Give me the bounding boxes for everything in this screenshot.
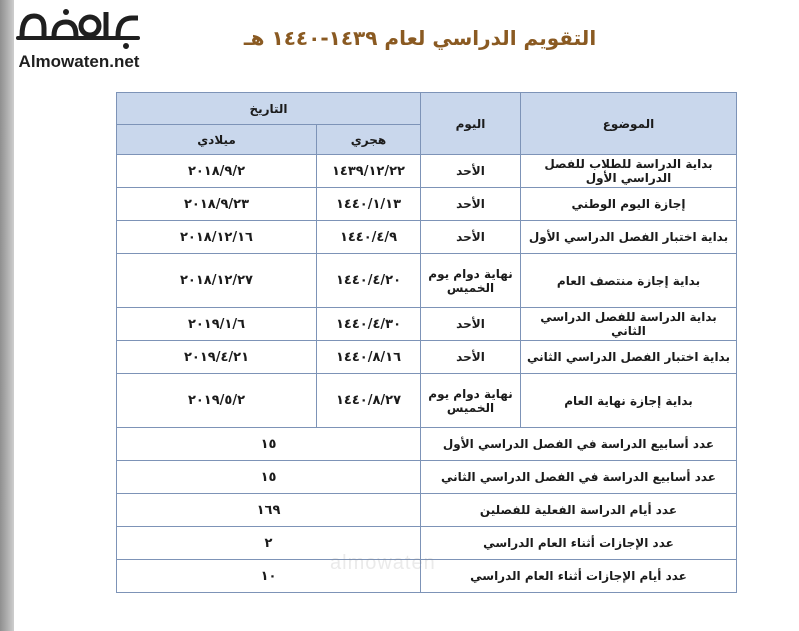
row-hijri-date: ١٤٤٠/٨/١٦ — [317, 341, 421, 374]
row-hijri-date: ١٤٤٠/٨/٢٧ — [317, 374, 421, 428]
calendar-sheet — [117, 92, 737, 593]
summary-label: عدد أيام الدراسة الفعلية للفصلين — [421, 494, 737, 527]
row-subject: بداية الدراسة للطلاب للفصل الدراسي الأول — [521, 155, 737, 188]
row-subject: بداية إجازة نهاية العام — [521, 374, 737, 428]
row-gregorian-date: ٢٠١٩/٤/٢١ — [117, 341, 317, 374]
row-gregorian-date: ٢٠١٨/٩/٢٣ — [117, 188, 317, 221]
summary-value: ٢ — [117, 527, 421, 560]
summary-row — [117, 428, 737, 461]
summary-row — [117, 461, 737, 494]
header-subject: الموضوع — [521, 93, 737, 155]
watermark: almowaten — [330, 552, 436, 574]
row-hijri-date: ١٤٤٠/٤/٣٠ — [317, 308, 421, 341]
header-gregorian: ميلادي — [117, 125, 317, 155]
table-row — [117, 341, 737, 374]
row-gregorian-date: ٢٠١٩/١/٦ — [117, 308, 317, 341]
row-subject: بداية إجازة منتصف العام — [521, 254, 737, 308]
header-date: التاريخ — [117, 93, 421, 125]
row-subject: إجازة اليوم الوطني — [521, 188, 737, 221]
summary-value: ١٠ — [117, 560, 421, 593]
header-hijri: هجري — [317, 125, 421, 155]
row-day: الأحد — [421, 188, 521, 221]
row-day: نهاية دوام يوم الخميس — [421, 254, 521, 308]
summary-label: عدد أيام الإجازات أثناء العام الدراسي — [421, 560, 737, 593]
row-subject: بداية الدراسة للفصل الدراسي الثاني — [521, 308, 737, 341]
row-day: الأحد — [421, 341, 521, 374]
summary-label: عدد أسابيع الدراسة في الفصل الدراسي الثاني — [421, 461, 737, 494]
row-hijri-date: ١٤٣٩/١٢/٢٢ — [317, 155, 421, 188]
table-row — [117, 155, 737, 188]
left-edge-bar — [0, 0, 14, 631]
row-day: الأحد — [421, 221, 521, 254]
header-day: اليوم — [421, 93, 521, 155]
row-gregorian-date: ٢٠١٨/٩/٢ — [117, 155, 317, 188]
row-subject: بداية اختبار الفصل الدراسي الثاني — [521, 341, 737, 374]
logo-text: Almowaten.net — [18, 52, 140, 71]
row-day: نهاية دوام يوم الخميس — [421, 374, 521, 428]
summary-value: ١٥ — [117, 461, 421, 494]
table-row — [117, 221, 737, 254]
summary-label: عدد أسابيع الدراسة في الفصل الدراسي الأول — [421, 428, 737, 461]
summary-value: ١٥ — [117, 428, 421, 461]
row-hijri-date: ١٤٤٠/٤/٩ — [317, 221, 421, 254]
table-row — [117, 374, 737, 428]
row-gregorian-date: ٢٠١٨/١٢/١٦ — [117, 221, 317, 254]
row-gregorian-date: ٢٠١٨/١٢/٢٧ — [117, 254, 317, 308]
summary-value: ١٦٩ — [117, 494, 421, 527]
row-gregorian-date: ٢٠١٩/٥/٢ — [117, 374, 317, 428]
table-row — [117, 308, 737, 341]
summary-label: عدد الإجازات أثناء العام الدراسي — [421, 527, 737, 560]
page-title: التقويم الدراسي لعام ١٤٣٩-١٤٤٠ هـ — [243, 26, 597, 50]
academic-calendar-table — [116, 92, 737, 593]
table-row — [117, 188, 737, 221]
row-hijri-date: ١٤٤٠/٤/٢٠ — [317, 254, 421, 308]
row-subject: بداية اختبار الفصل الدراسي الأول — [521, 221, 737, 254]
table-row — [117, 254, 737, 308]
row-hijri-date: ١٤٤٠/١/١٣ — [317, 188, 421, 221]
site-logo[interactable] — [4, 6, 154, 74]
almowaten-logo-icon — [14, 6, 144, 50]
row-day: الأحد — [421, 308, 521, 341]
row-day: الأحد — [421, 155, 521, 188]
summary-row — [117, 494, 737, 527]
